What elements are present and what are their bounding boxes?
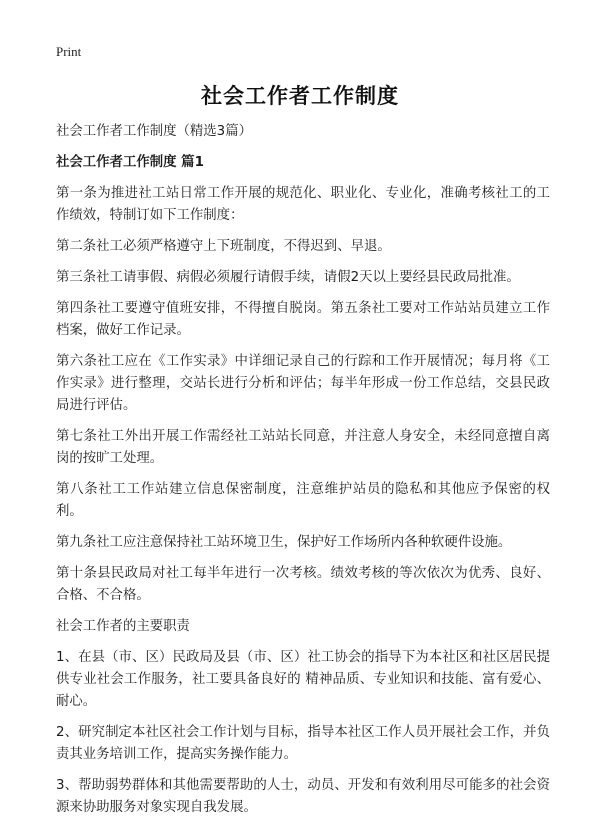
article-4-5: 第四条社工要遵守值班安排，不得擅自脱岗。第五条社工要对工作站站员建立工作档案，做好工作记录。 [56, 301, 550, 338]
article-9: 第九条社工应注意保持社工站环境卫生，保护好工作场所内各种软硬件设施。 [56, 535, 512, 550]
article-7: 第七条社工外出开展工作需经社工站站长同意，并注意人身安全，未经同意擅自离岗的按旷工处理。 [56, 429, 550, 466]
article-2: 第二条社工必须严格遵守上下班制度，不得迟到、早退。 [56, 239, 391, 254]
article-1: 第一条为推进社工站日常工作开展的规范化、职业化、专业化，准确考核社工的工作绩效，特制订如下工作制度： [56, 186, 550, 223]
duty-3: 3、帮助弱势群体和其他需要帮助的人士，动员、开发和有效利用尽可能多的社会资源来协助服务对象实现自我发展。 [56, 778, 550, 815]
duty-2: 2、研究制定本社区社会工作计划与目标，指导本社区工作人员开展社会工作，并负责其业务培训工作，提高实务操作能力。 [56, 725, 550, 762]
document-title: 社会工作者工作制度 [201, 84, 399, 108]
article-6: 第六条社工应在《工作实录》中详细记录自己的行踪和工作开展情况；每月将《工作实录》进行整理，交站长进行分析和评估；每半年形成一份工作总结，交县民政局进行评估。 [56, 354, 550, 413]
print-link[interactable]: Print [56, 44, 82, 59]
article-3: 第三条社工请事假、病假必须履行请假手续，请假2天以上要经县民政局批准。 [56, 270, 520, 285]
document-subtitle: 社会工作者工作制度（精选3篇） [56, 124, 252, 139]
section-heading: 社会工作者工作制度 篇1 [56, 155, 204, 170]
article-8: 第八条社工工作站建立信息保密制度，注意维护站员的隐私和其他应予保密的权利。 [56, 482, 550, 519]
article-10: 第十条县民政局对社工每半年进行一次考核。绩效考核的等次依次为优秀、良好、合格、不合格。 [56, 566, 550, 603]
document-body [56, 121, 550, 828]
duties-heading: 社会工作者的主要职责 [56, 619, 190, 634]
duty-1: 1、在县（市、区）民政局及县（市、区）社工协会的指导下为本社区和社区居民提供专业社会工作服务，社工要具备良好的 精神品质、专业知识和技能、富有爱心、耐心。 [56, 650, 550, 709]
